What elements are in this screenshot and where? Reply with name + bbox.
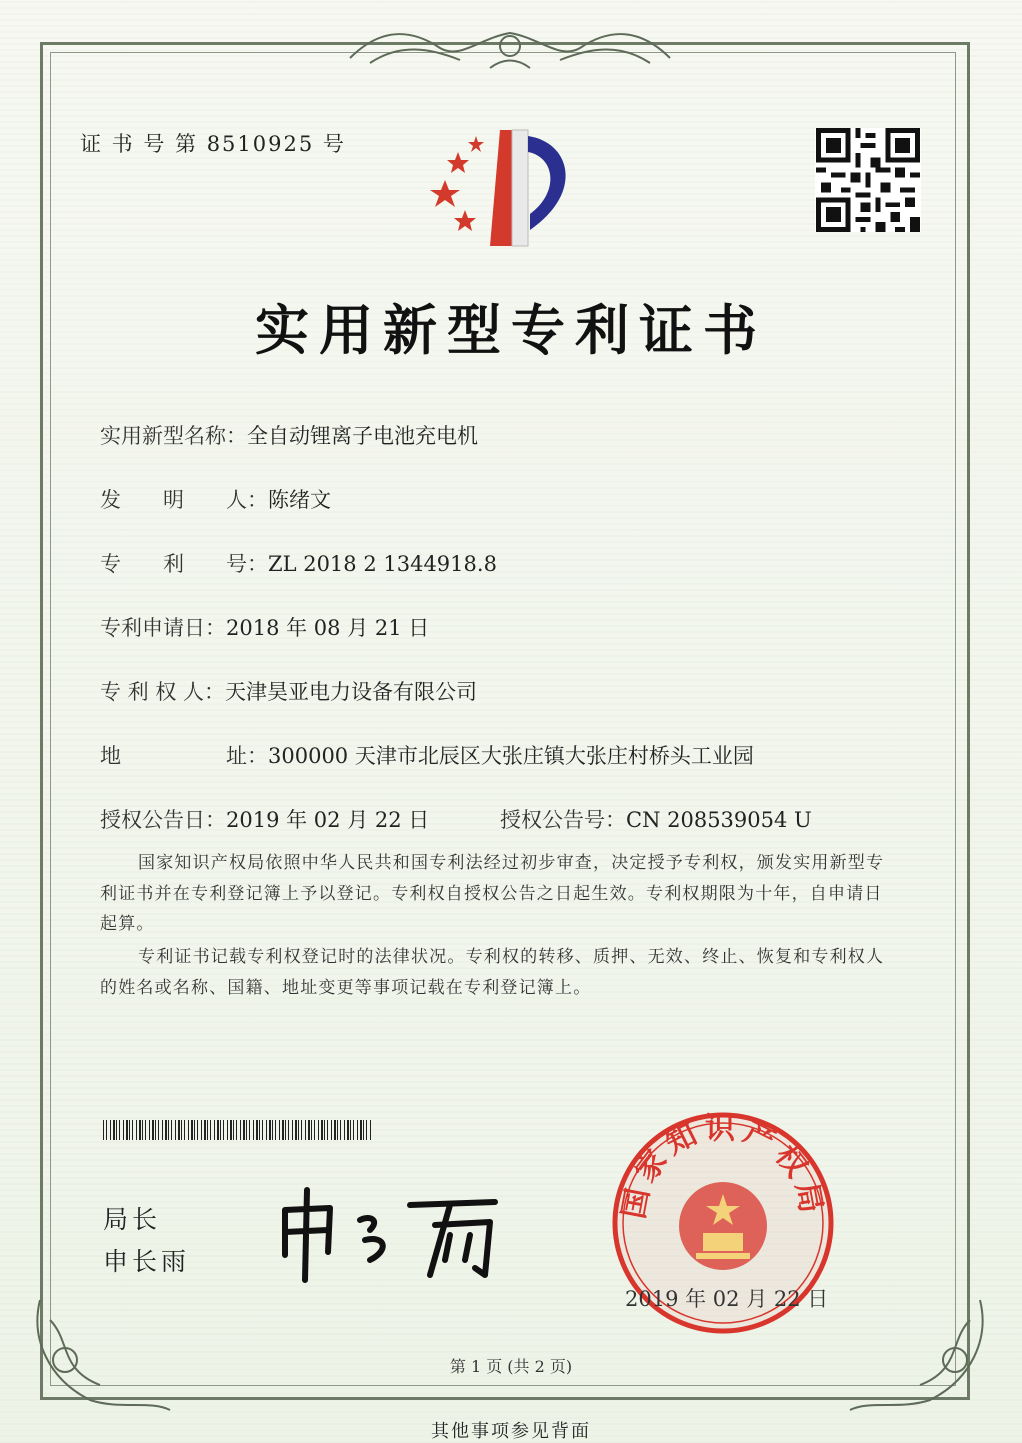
field-label: 专 利 号： <box>100 552 268 576</box>
field-grant-number <box>500 804 812 834</box>
back-side-note: 其他事项参见背面 <box>431 1421 591 1442</box>
field-grant-date <box>100 804 429 834</box>
field-label: 地 址： <box>100 744 268 768</box>
field-patentee <box>100 676 477 706</box>
page-number: 第 1 页 (共 2 页) <box>449 1357 573 1376</box>
director-title: 局长 <box>103 1205 162 1234</box>
field-value: 300000 天津市北辰区大张庄镇大张庄村桥头工业园 <box>268 744 754 768</box>
field-value: 2019 年 02 月 22 日 <box>226 808 430 832</box>
certificate-title: 实用新型专利证书 <box>255 298 767 362</box>
qr-code-icon <box>815 128 921 232</box>
statement-paragraph-1: 国家知识产权局依照中华人民共和国专利法经过初步审查，决定授予专利权，颁发实用新型专利证书并在专利登记簿上予以登记。专利权自授权公告之日起生效。专利权期限为十年，自申请日起算。 <box>100 853 885 934</box>
field-value: 全自动锂离子电池充电机 <box>247 424 478 448</box>
seal-text: 国家知识产权局 <box>616 1111 830 1222</box>
field-value: 天津昊亚电力设备有限公司 <box>225 680 478 704</box>
field-application-date <box>100 612 429 642</box>
field-address <box>100 740 754 770</box>
statement-paragraph-2: 专利证书记载专利权登记时的法律状况。专利权的转移、质押、无效、终止、恢复和专利权人的姓名或名称、国籍、地址变更等事项记载在专利登记簿上。 <box>100 947 885 998</box>
seal-date: 2019 年 02 月 22 日 <box>625 1287 829 1311</box>
barcode-icon <box>103 1120 371 1140</box>
field-value: ZL 2018 2 1344918.8 <box>268 552 497 576</box>
field-label: 授权公告号： <box>500 808 626 832</box>
certificate-number: 证 书 号 第 8510925 号 <box>80 132 346 156</box>
field-value: 2018 年 08 月 21 日 <box>226 616 430 640</box>
field-label: 专利申请日： <box>100 616 226 640</box>
patent-office-emblem-icon <box>420 122 590 252</box>
field-value: 陈绪文 <box>268 488 331 512</box>
field-inventor <box>100 484 331 514</box>
field-value: CN 208539054 U <box>626 808 812 832</box>
field-label: 专 利 权 人： <box>100 680 226 704</box>
field-patent-number <box>100 548 497 578</box>
field-label: 授权公告日： <box>100 808 226 832</box>
top-ornament-icon <box>340 18 680 78</box>
field-label: 实用新型名称： <box>100 424 247 448</box>
director-name: 申长雨 <box>103 1247 191 1276</box>
field-label: 发 明 人： <box>100 488 268 512</box>
director-signature-icon <box>270 1180 510 1290</box>
field-utility-model-name <box>100 420 478 450</box>
